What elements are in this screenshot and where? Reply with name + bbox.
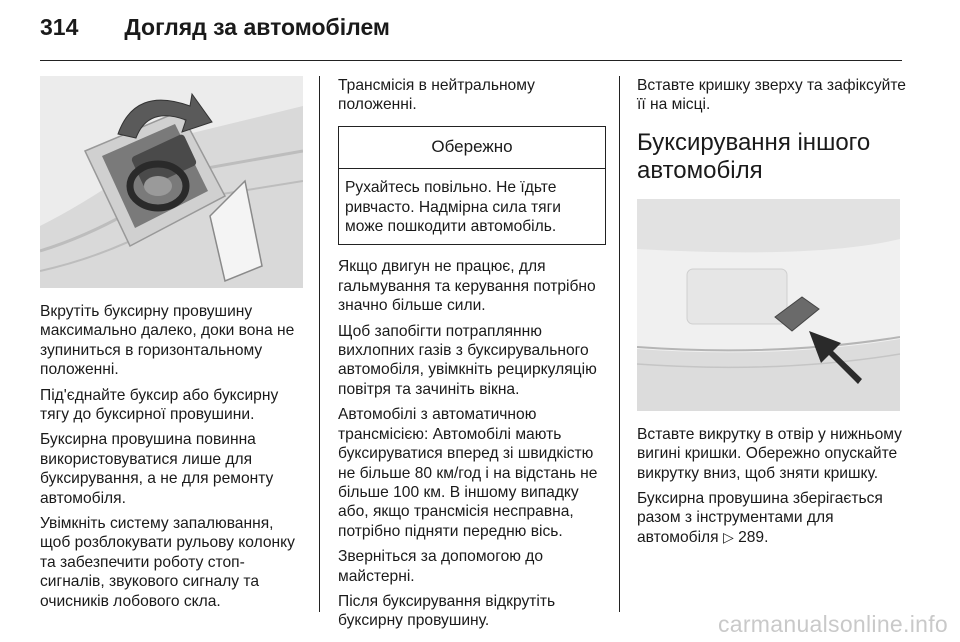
paragraph: Після буксирування відкрутіть буксирну провушину. <box>338 592 556 630</box>
paragraph: Буксирна провушина повинна використовуватися лише для буксирування, а не для ремонту автомобіля. <box>40 431 274 507</box>
column-3 <box>637 76 907 553</box>
column-divider-1 <box>319 76 320 612</box>
section-heading: Буксирування іншого автомобіля <box>637 128 871 184</box>
page-title: Догляд за автомобілем <box>124 14 390 40</box>
caution-box <box>338 126 606 246</box>
paragraph: Трансмісія в нейтральному положенні. <box>338 77 535 114</box>
paragraph: Вкрутіть буксирну провушину максимально далеко, доки вона не зупиниться в горизонтальному положенні. <box>40 303 295 379</box>
paragraph: Автомобілі з автоматичною трансмісією: Автомобілі мають буксируватися вперед зі швидкістю не більше 80 км/год і на відстань не більше 100 км. В іншому випадку або, якщо трансмісія несправна, потрібно підняти передню вісь. <box>338 406 598 540</box>
caution-text: Рухайтесь повільно. Не їдьте ривчасто. Надмірна сила тяги може пошкодити автомобіль. <box>345 179 561 236</box>
figure-towing-eye-front <box>40 76 303 288</box>
reference-page-number: 289. <box>738 528 769 546</box>
page-number: 314 <box>40 14 79 40</box>
column-divider-2 <box>619 76 620 612</box>
caution-title: Обережно <box>339 127 605 169</box>
page-reference-icon: ▷ <box>722 528 734 545</box>
paragraph: Якщо двигун не працює, для гальмування та керування потрібно значно більше сили. <box>338 258 596 315</box>
header-rule <box>40 60 902 61</box>
paragraph: Щоб запобігти потраплянню вихлопних газів з буксирувального автомобіля, увімкніть рециркуляцію повітря та зачиніть вікна. <box>338 322 597 398</box>
paragraph: Зверніться за допомогою до майстерні. <box>338 548 544 585</box>
paragraph: Вставте кришку зверху та зафіксуйте її на місці. <box>637 77 906 114</box>
paragraph: Увімкніть систему запалювання, щоб розблокувати рульову колонку та забезпечити роботу стоп-сигналів, звукового сигналу та очисників лобового скла. <box>40 515 295 610</box>
column-1 <box>40 76 306 617</box>
paragraph-storage <box>637 489 907 547</box>
storage-text: Буксирна провушина зберігається разом з інструментами для автомобіля <box>637 490 883 546</box>
paragraph: Під'єднайте буксир або буксирну тягу до буксирної провушини. <box>40 386 279 424</box>
column-2 <box>338 76 606 637</box>
figure-rear-bumper-cover <box>637 199 900 411</box>
watermark: carmanualsonline.info <box>717 611 948 637</box>
paragraph: Вставте викрутку в отвір у нижньому вигині кришки. Обережно опускайте викрутку вниз, щоб зняти кришку. <box>637 425 902 482</box>
page-header <box>40 14 390 54</box>
